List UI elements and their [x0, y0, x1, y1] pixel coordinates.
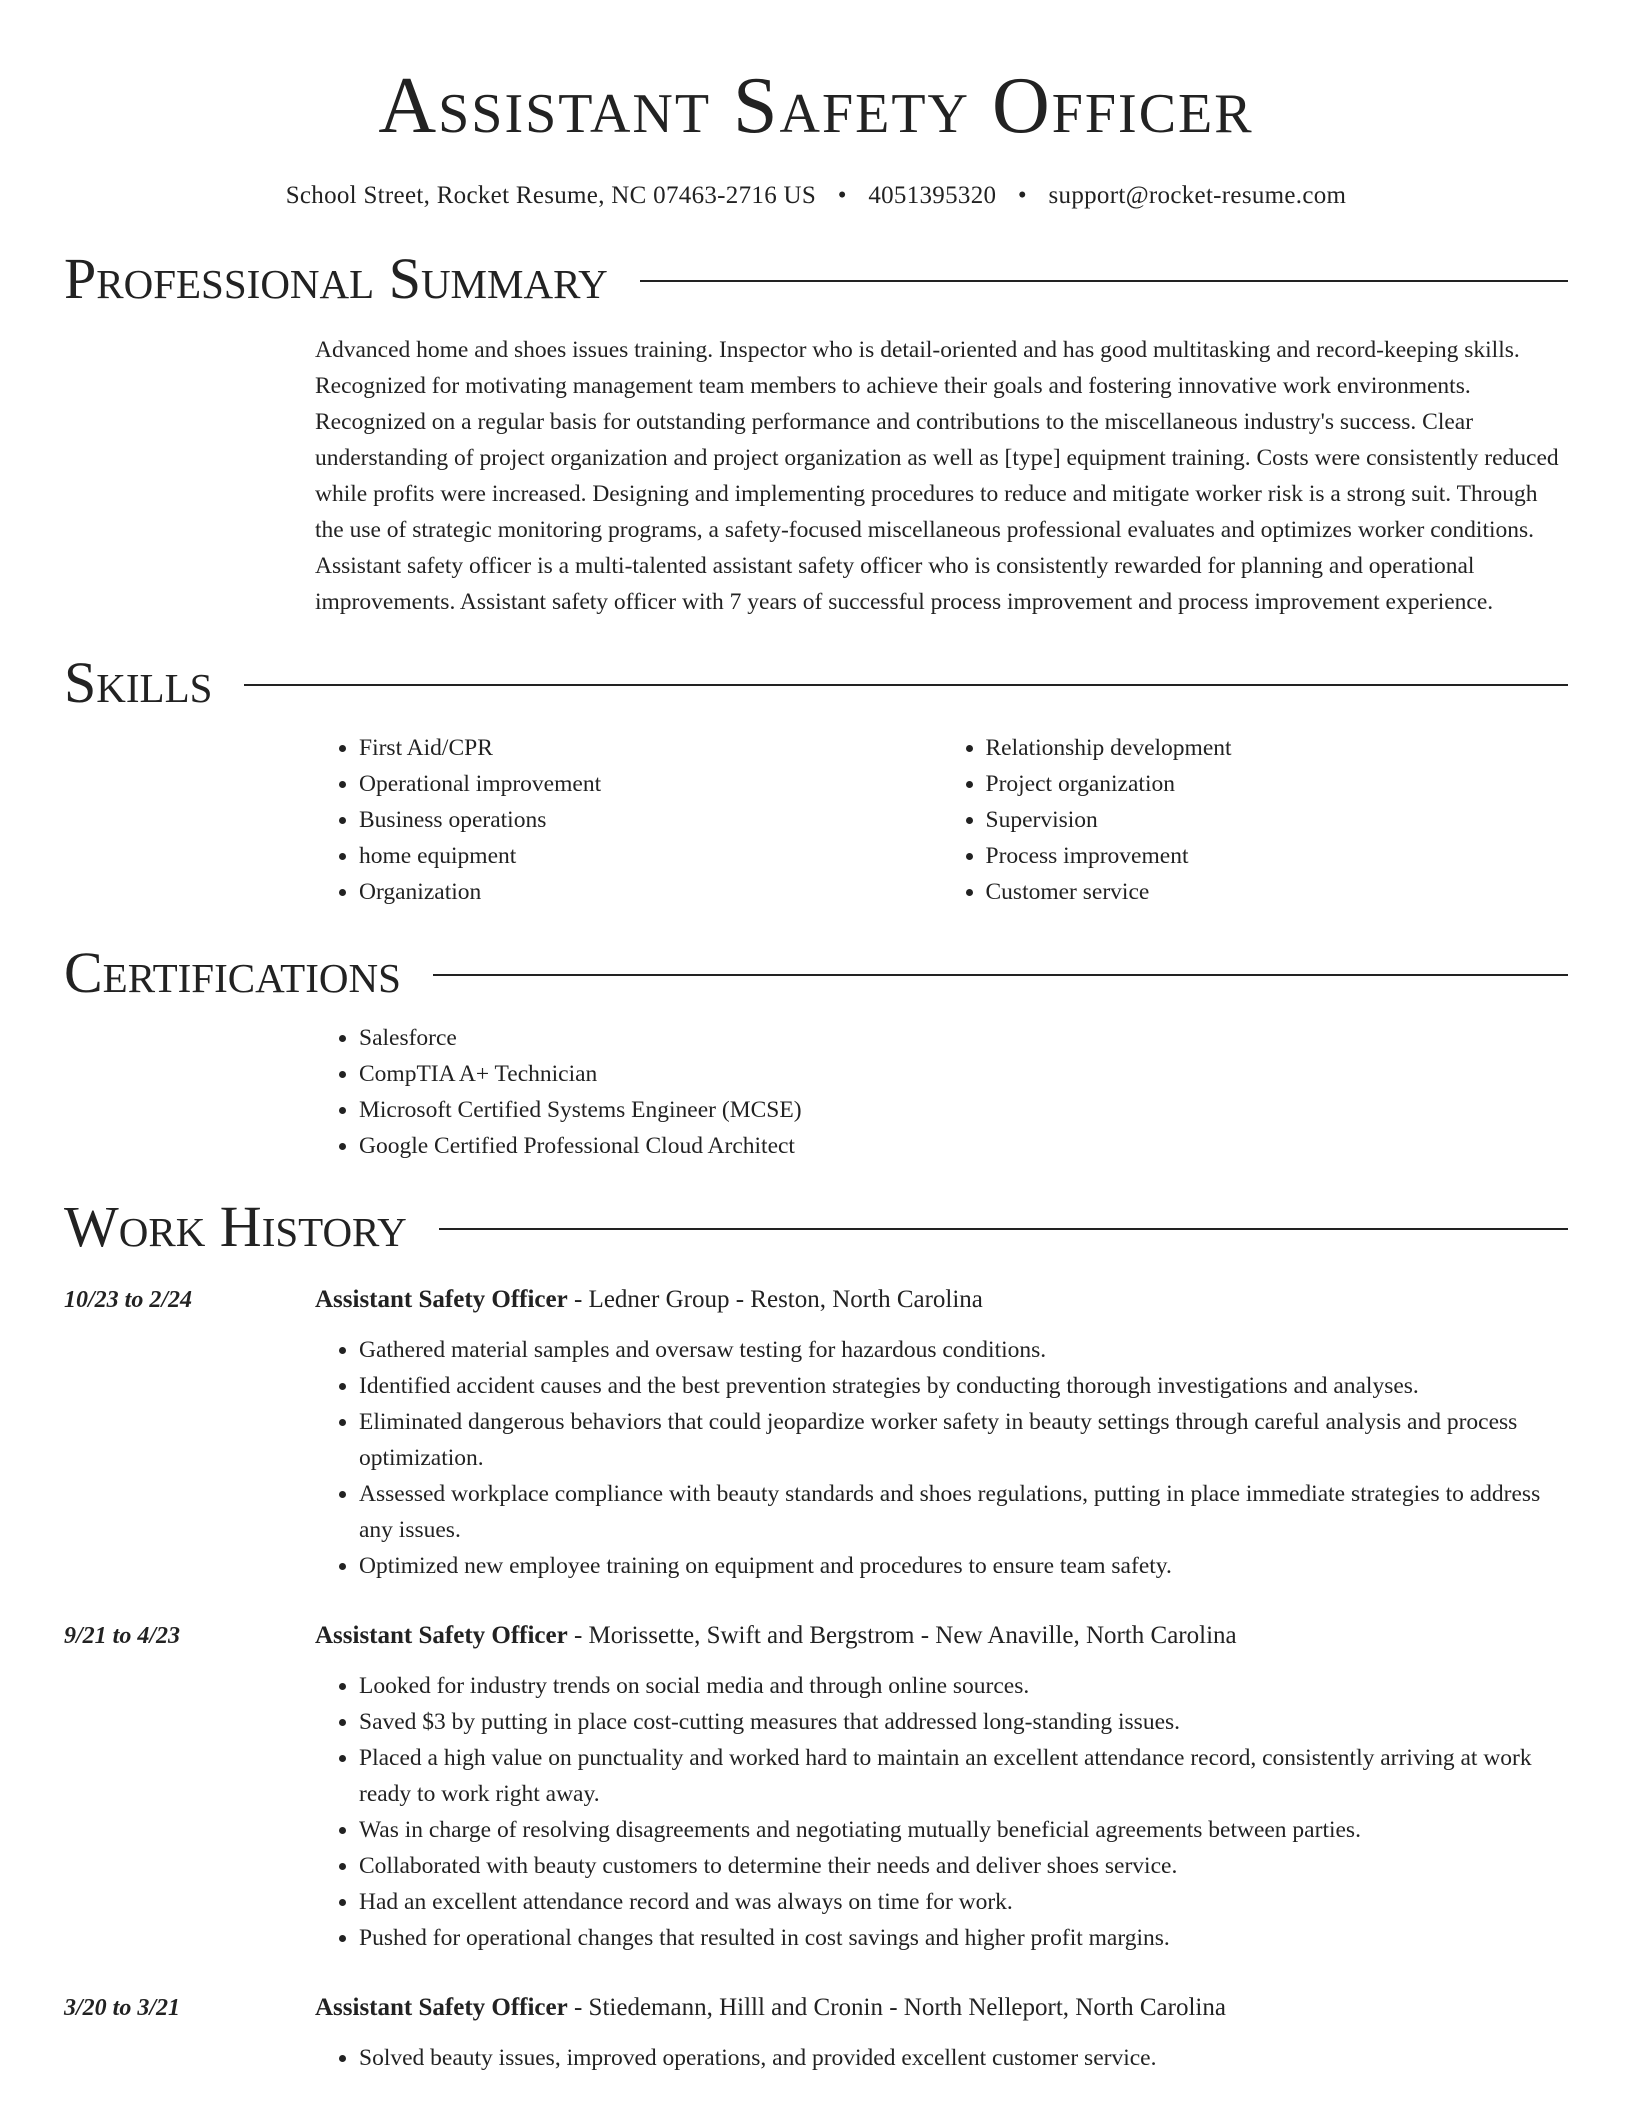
- certifications-section: [64, 940, 1568, 1164]
- list-item: • Organization: [359, 874, 942, 910]
- list-item: • Identified accident causes and the best prevention strategies by conducting thorough investigations and analyses.: [359, 1368, 1568, 1404]
- section-title: Work History: [64, 1194, 407, 1259]
- section-title: Skills: [64, 650, 213, 715]
- section-rule: [640, 280, 1568, 282]
- page-title: Assistant Safety Officer: [378, 62, 1254, 150]
- list-item: • Had an excellent attendance record and was always on time for work.: [359, 1884, 1568, 1920]
- list-item: • Customer service: [986, 874, 1569, 910]
- job-detail: [315, 1282, 1568, 1584]
- job-dates: 3/20 to 3/21: [64, 1995, 181, 2021]
- skills-section: [64, 650, 1568, 910]
- section-heading: [64, 1194, 1568, 1259]
- list-item: • home equipment: [359, 838, 942, 874]
- job-employer: - Ledner Group - Reston, North Carolina: [567, 1286, 983, 1313]
- section-heading: [64, 650, 1568, 715]
- section-title: Professional Summary: [64, 246, 608, 311]
- section-rule: [439, 1228, 1568, 1230]
- list-item: • Solved beauty issues, improved operations, and provided excellent customer service.: [359, 2040, 1568, 2076]
- job-bullets: [315, 1332, 1568, 1584]
- skills-list-right: [942, 730, 1569, 910]
- list-item: • Was in charge of resolving disagreements and negotiating mutually beneficial agreements between parties.: [359, 1812, 1568, 1848]
- job-detail: [315, 1618, 1568, 1956]
- list-item: • Placed a high value on punctuality and worked hard to maintain an excellent attendance record, consistently arriving at work ready to work right away.: [359, 1740, 1568, 1812]
- list-item: • Pushed for operational changes that resulted in cost savings and higher profit margins.: [359, 1920, 1568, 1956]
- job-title-line: [315, 1990, 1568, 2026]
- list-item: • Optimized new employee training on equipment and procedures to ensure team safety.: [359, 1548, 1568, 1584]
- job-entry: [64, 1618, 1568, 1956]
- list-item: • Salesforce: [359, 1020, 1568, 1056]
- list-item: • Looked for industry trends on social media and through online sources.: [359, 1668, 1568, 1704]
- job-title: Assistant Safety Officer: [315, 1286, 568, 1313]
- section-heading: [64, 246, 1568, 311]
- address: School Street, Rocket Resume, NC 07463-2716 US: [285, 182, 817, 209]
- list-item: • CompTIA A+ Technician: [359, 1056, 1568, 1092]
- certifications-list: [315, 1020, 1568, 1164]
- list-item: • Eliminated dangerous behaviors that could jeopardize worker safety in beauty settings through careful analysis and process optimization.: [359, 1404, 1568, 1476]
- summary-text: Advanced home and shoes issues training. Inspector who is detail-oriented and has good multitasking and record-keeping skills. Recognized for motivating management team members to achieve their goals and fostering innovative work environments. Recognized on a regular basis for outstanding performance and contributions to the miscellaneous industry's success. Clear understanding of project organization and project organization as well as [type] equipment training. Costs were consistently reduced while profits were increased. Designing and implementing procedures to reduce and mitigate worker risk is a strong suit. Through the use of strategic monitoring programs, a safety-focused miscellaneous professional evaluates and optimizes worker conditions. Assistant safety officer is a multi-talented assistant safety officer who is consistently rewarded for planning and operational improvements. Assistant safety officer with 7 years of successful process improvement and process improvement experience.: [315, 337, 1559, 615]
- skills-columns: [315, 730, 1568, 910]
- section-rule: [433, 974, 1568, 976]
- list-item: • Supervision: [986, 802, 1569, 838]
- job-dates: 10/23 to 2/24: [64, 1287, 193, 1313]
- skills-list-left: [315, 730, 942, 910]
- separator: •: [837, 182, 847, 209]
- list-item: • Assessed workplace compliance with beauty standards and shoes regulations, putting in place immediate strategies to address any issues.: [359, 1476, 1568, 1548]
- list-item: • Relationship development: [986, 730, 1569, 766]
- contact-line: [0, 182, 1632, 210]
- list-item: • Process improvement: [986, 838, 1569, 874]
- job-employer: - Morissette, Swift and Bergstrom - New Anaville, North Carolina: [567, 1622, 1237, 1649]
- work-history-section: [64, 1194, 1568, 2076]
- job-dates: 9/21 to 4/23: [64, 1623, 181, 1649]
- list-item: • Gathered material samples and oversaw testing for hazardous conditions.: [359, 1332, 1568, 1368]
- job-title: Assistant Safety Officer: [315, 1994, 568, 2021]
- job-detail: [315, 1990, 1568, 2076]
- job-title-line: [315, 1618, 1568, 1654]
- job-title: Assistant Safety Officer: [315, 1622, 568, 1649]
- job-employer: - Stiedemann, Hilll and Cronin - North Nelleport, North Carolina: [567, 1994, 1226, 2021]
- job-entry: [64, 1282, 1568, 1584]
- list-item: • Microsoft Certified Systems Engineer (MCSE): [359, 1092, 1568, 1128]
- email-link[interactable]: support@rocket-resume.com: [1048, 182, 1347, 209]
- section-title: Certifications: [64, 940, 401, 1005]
- summary-section: [64, 246, 1568, 620]
- job-title-line: [315, 1282, 1568, 1318]
- certifications-body: [315, 1020, 1568, 1164]
- list-item: • Business operations: [359, 802, 942, 838]
- job-bullets: [315, 1668, 1568, 1956]
- job-bullets: [315, 2040, 1568, 2076]
- list-item: • Google Certified Professional Cloud Architect: [359, 1128, 1568, 1164]
- section-rule: [244, 684, 1568, 686]
- list-item: • Saved $3 by putting in place cost-cutting measures that addressed long-standing issues.: [359, 1704, 1568, 1740]
- list-item: • Operational improvement: [359, 766, 942, 802]
- list-item: • Collaborated with beauty customers to determine their needs and deliver shoes service.: [359, 1848, 1568, 1884]
- phone: 4051395320: [868, 182, 997, 209]
- separator: •: [1017, 182, 1027, 209]
- list-item: • First Aid/CPR: [359, 730, 942, 766]
- list-item: • Project organization: [986, 766, 1569, 802]
- section-heading: [64, 940, 1568, 1005]
- job-entry: [64, 1990, 1568, 2076]
